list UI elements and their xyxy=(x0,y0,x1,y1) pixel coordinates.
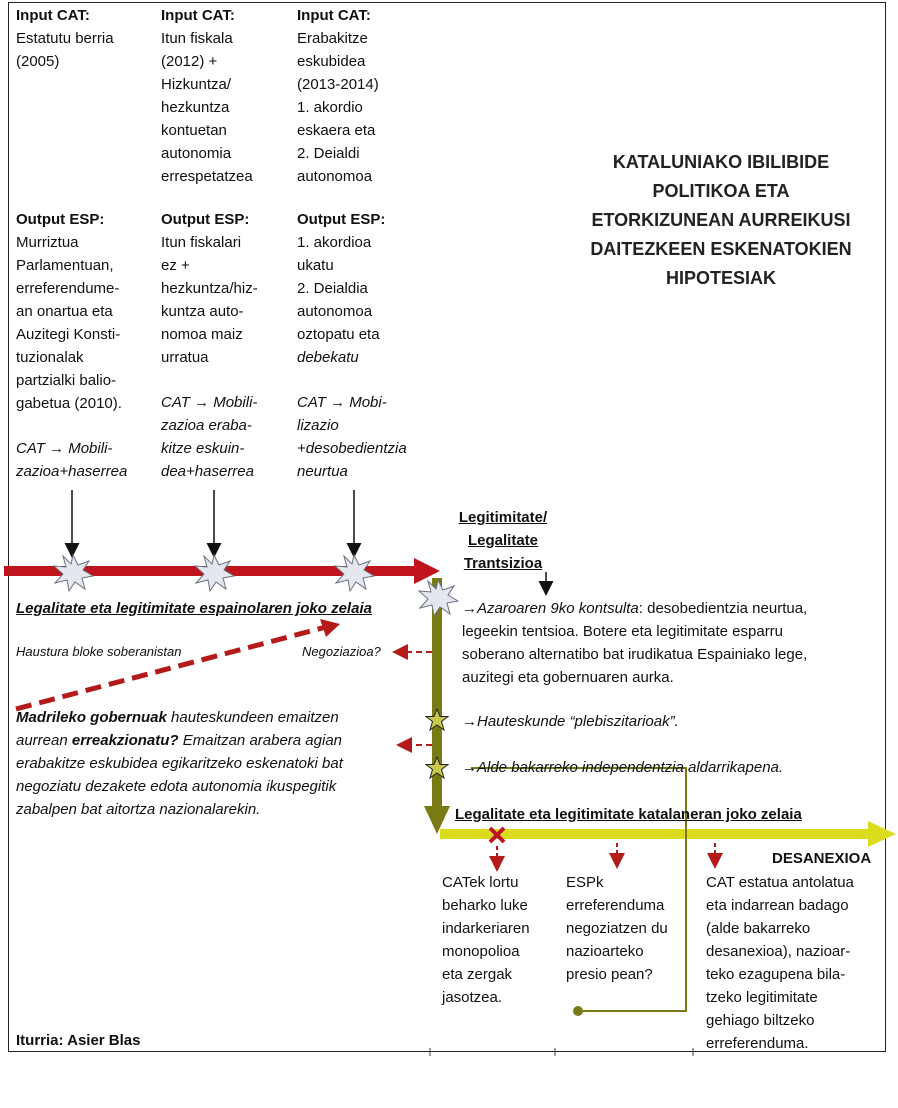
negoziazioa-label: Negoziazioa? xyxy=(302,644,381,659)
catalan-field-arrow-shaft xyxy=(440,829,870,839)
output-label: Output ESP: xyxy=(16,211,105,228)
input-text: Estatutu berria (2005) xyxy=(16,30,114,70)
output-label: Output ESP: xyxy=(297,211,386,228)
madril-bold-1: Madrileko gobernuak xyxy=(16,709,167,726)
madril-text xyxy=(16,706,343,821)
input-label: Input CAT: xyxy=(16,7,90,24)
input-text: Itun fiskala (2012) + Hizkuntza/ hezkuntza kontuetan autonomia errespetatzea xyxy=(161,30,253,185)
catalan-field-label: Legalitate eta legitimitate katalaneran joko zelaia xyxy=(455,806,802,823)
spanish-field-label: Legalitate eta legitimitate espainolaren joko zelaia xyxy=(16,600,372,617)
kontsulta-description: : desobedientzia neurtua, legeekin tentsioa. Botere eta legitimitate esparru soberano alternatibo bat irudikatua Espainiako lege, auzitegi eta gobernuaren aurka. xyxy=(462,600,808,686)
arrow-glyph: → xyxy=(462,600,477,617)
output-text: Itun fiskalari ez + hezkuntza/hiz- kuntza auto- nomoa maiz urratua xyxy=(161,234,258,366)
red-dashed-diagonal-head xyxy=(320,619,340,637)
output-label: Output ESP: xyxy=(161,211,250,228)
madril-text-1: hauteskundeen emaitzen aurrean xyxy=(16,709,339,749)
input-text: Erabakitze eskubidea (2013-2014) 1. akordio eskaera eta 2. Deialdi autonomoa xyxy=(297,30,379,185)
feedback-loop-dot xyxy=(573,1006,583,1016)
scenario-1: CATek lortu beharko luke indarkeriaren monopolioa eta zergak jasotzea. xyxy=(442,874,530,1006)
output-text: 1. akordioa ukatu 2. Deialdia autonomoa oztopatu eta xyxy=(297,234,380,343)
output-text: Murriztua Parlamentuan, erreferendume- an onartua eta Auzitegi Konsti- tuzionalak partzialki balio- gabetua (2010). xyxy=(16,234,122,412)
input-label: Input CAT: xyxy=(297,7,371,24)
source-label: Iturria: Asier Blas xyxy=(16,1032,141,1049)
madril-bold-2: erreakzionatu? xyxy=(71,732,179,749)
transition-label: Legitimitate/ Legalitate Trantsizioa xyxy=(458,509,548,572)
scenario-2: ESPk erreferenduma negoziatzen du nazioarteko presio pean? xyxy=(566,874,668,983)
hauteskunde-label: →Hauteskunde “plebiszitarioak”. xyxy=(462,713,679,730)
cat-reaction: CAT → Mobi- lizazio +desobedientzia neurtua xyxy=(297,394,407,480)
output-italic: debekatu xyxy=(297,349,359,366)
haustura-label: Haustura bloke soberanistan xyxy=(16,644,182,659)
cat-reaction: CAT → Mobili- zazioa+haserrea xyxy=(16,440,128,480)
catalan-field-arrowhead xyxy=(868,821,896,847)
desanexioa-label: DESANEXIOA xyxy=(772,850,872,867)
kontsulta-title: Azaroaren 9ko kontsulta xyxy=(477,600,639,617)
aldebakarreko-label: →Alde bakarreko independentzia aldarrikapena. xyxy=(462,759,784,776)
scenario-3: CAT estatua antolatua eta indarrean badago (alde bakarreko desanexioa), nazioar- teko ezagupena bila- tzeko legitimitate gehiago biltzeko erreferenduma. xyxy=(706,874,854,1052)
kontsulta-text xyxy=(462,597,807,689)
madril-text-2: Emaitzan arabera agian erabakitze eskubidea egikaritzeko eskenatoki bat negoziatu dezakete edota autonomia ikuspegitik zabalpen bat aitortza nazionalarekin. xyxy=(16,732,343,818)
diagram-title: KATALUNIAKO IBILIBIDE POLITIKOA ETA ETORKIZUNEAN AURREIKUSI DAITEZKEEN ESKENATOKIEN HIPOTESIAK xyxy=(590,152,852,288)
cat-reaction: CAT → Mobili- zazioa eraba- kitze eskuin- dea+haserrea xyxy=(161,394,258,480)
input-label: Input CAT: xyxy=(161,7,235,24)
